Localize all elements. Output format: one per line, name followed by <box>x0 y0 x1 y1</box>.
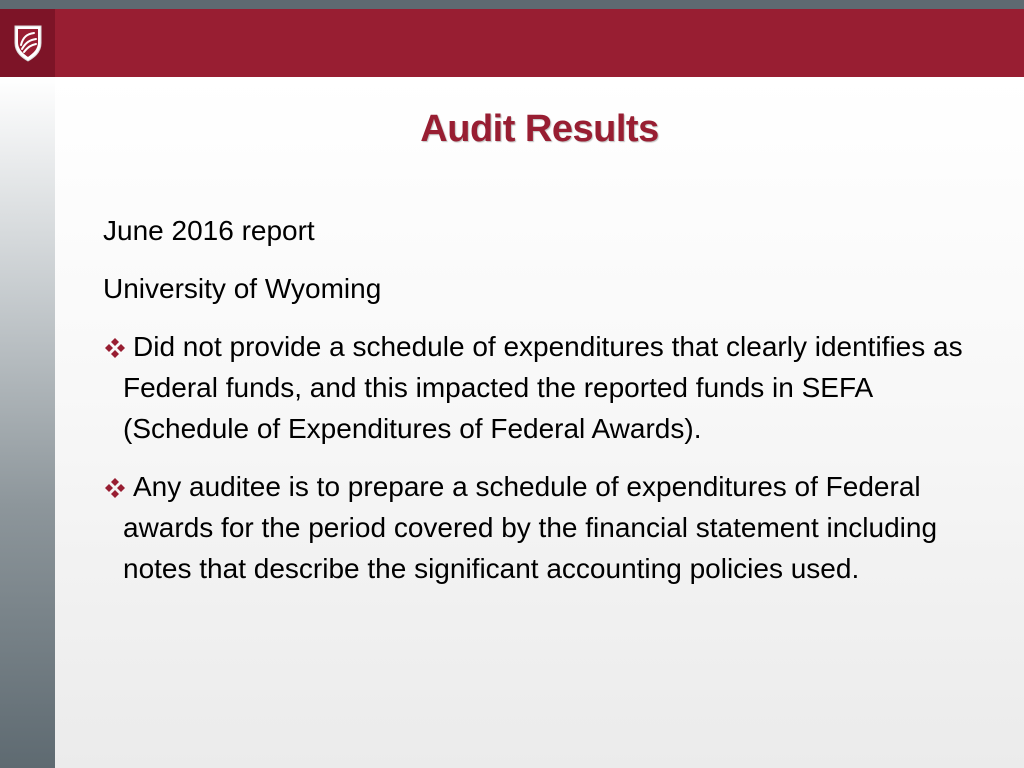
slide-title: Audit Results <box>420 108 659 150</box>
university-shield-logo-icon <box>11 23 45 63</box>
bullet-item <box>103 326 983 449</box>
bullet-item <box>103 466 983 589</box>
four-diamond-bullet-icon <box>103 476 127 500</box>
report-date-line: June 2016 report <box>103 215 315 246</box>
header-bar <box>0 9 1024 77</box>
bullet-text: Did not provide a schedule of expenditures that clearly identifies as Federal funds, and this impacted the reported funds in SEFA (Schedule of Expenditures of Federal Awards). <box>123 331 963 444</box>
four-diamond-bullet-icon <box>103 336 127 360</box>
logo-box <box>0 9 55 77</box>
bullet-text: Any auditee is to prepare a schedule of expenditures of Federal awards for the period covered by the financial statement including notes that describe the significant accounting policies used. <box>123 471 938 584</box>
top-gray-strip <box>0 0 1024 9</box>
slide-body <box>103 210 983 606</box>
left-side-bar <box>0 77 55 768</box>
university-line: University of Wyoming <box>103 273 382 304</box>
